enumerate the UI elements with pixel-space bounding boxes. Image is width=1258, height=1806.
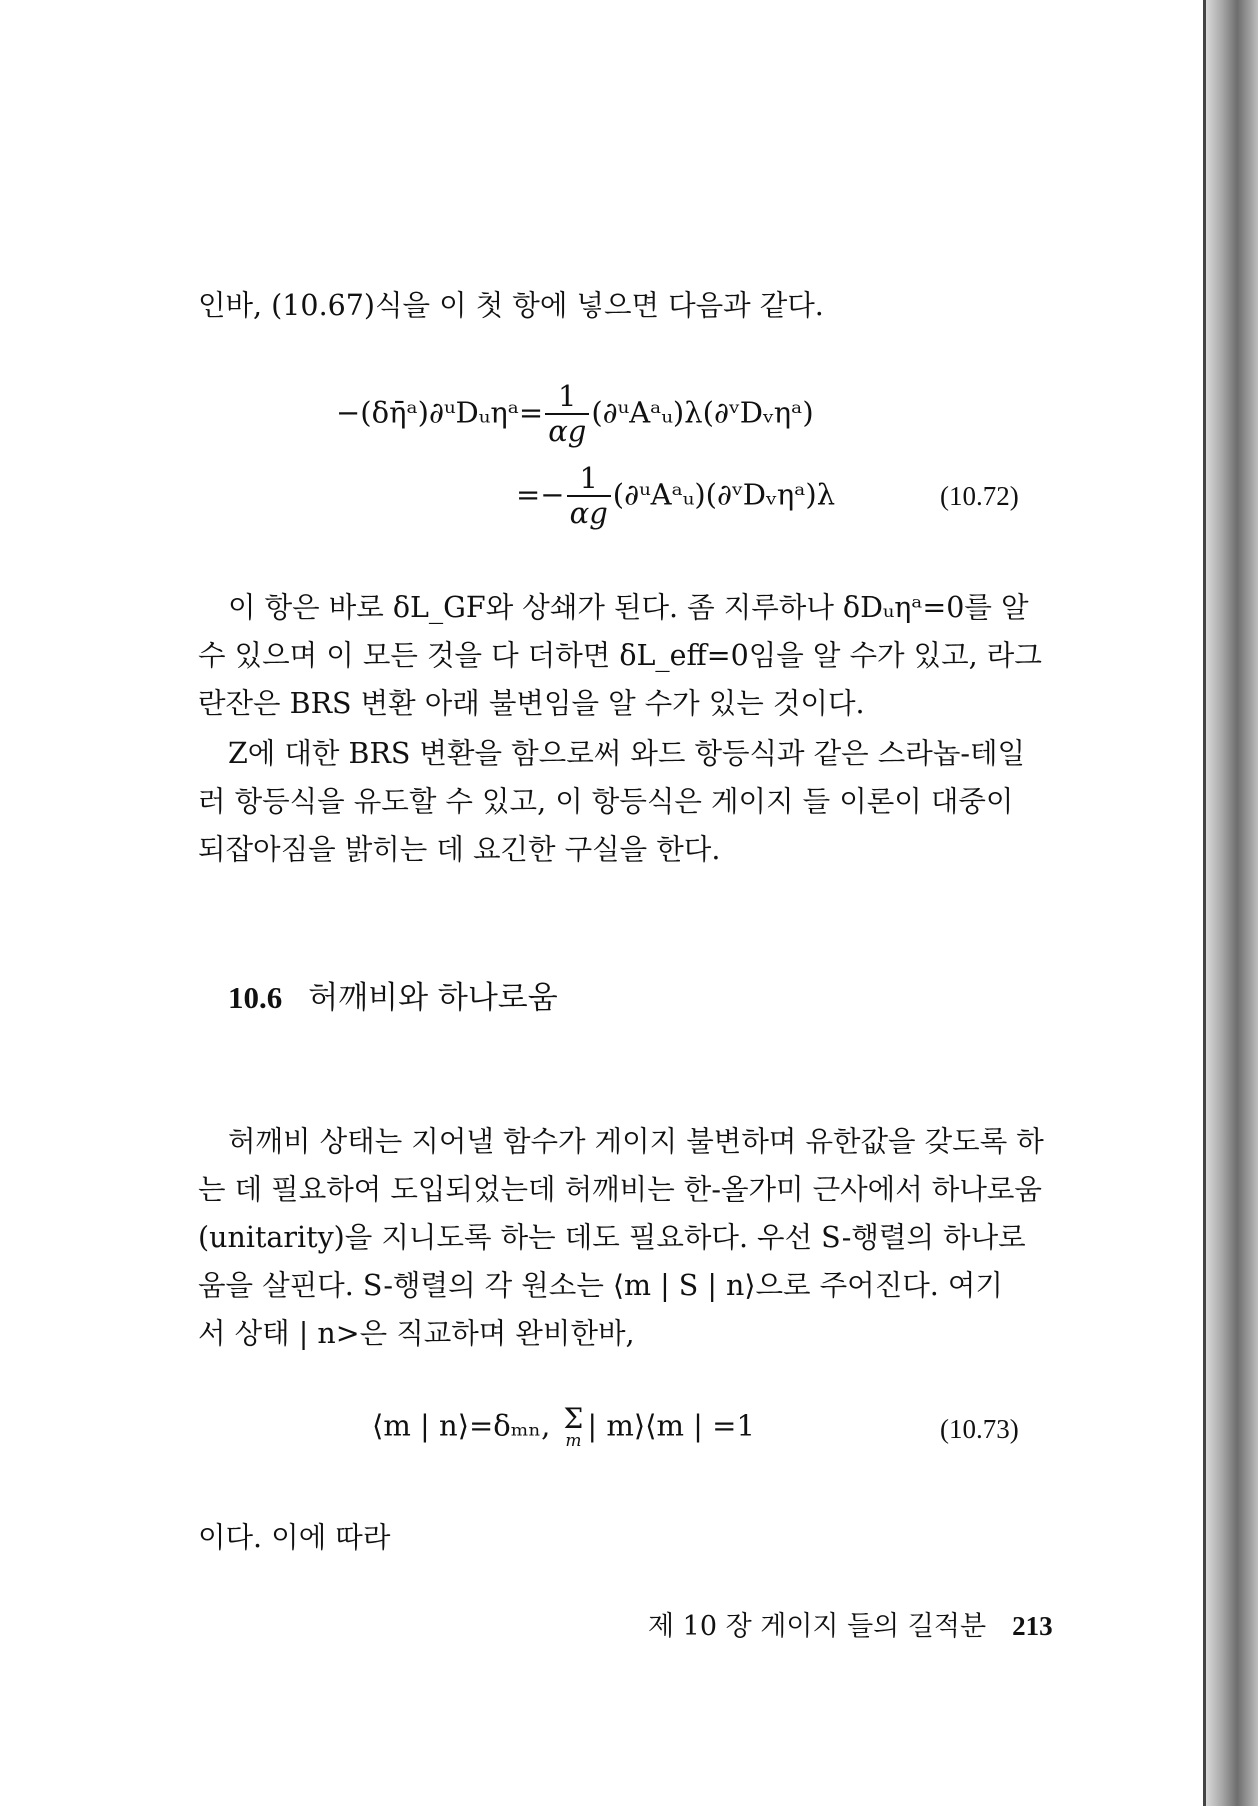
- para2-line: Z에 대한 BRS 변환을 함으로써 와드 항등식과 같은 스라놉-테일: [228, 737, 1026, 770]
- para1-line: 이 항은 바로 δL_GF와 상쇄가 된다. 좀 지루하나 δDᵤηᵃ=0를 알: [228, 591, 1029, 624]
- sum-subscript: m: [565, 1431, 582, 1451]
- eq1-line1-denominator: αg: [548, 414, 587, 449]
- eq1-line2-fraction: [567, 462, 611, 531]
- para3-line: 허깨비 상태는 지어낼 함수가 게이지 불변하며 유한값을 갖도록 하: [228, 1125, 1044, 1158]
- eq1-line1-fraction: [545, 380, 589, 449]
- para2-line: 러 항등식을 유도할 수 있고, 이 항등식은 게이지 들 이론이 대중이: [198, 785, 1014, 818]
- eq1-line1-rhs: (∂ᵘAᵃᵤ)λ(∂ᵛDᵥηᵃ): [591, 395, 814, 430]
- page-edge-shadow: [1206, 0, 1258, 1806]
- eq1-line2-rhs: (∂ᵘAᵃᵤ)(∂ᵛDᵥηᵃ)λ: [612, 477, 836, 512]
- equation-number-10-72: (10.72): [940, 481, 1019, 511]
- paragraph-3: [198, 1118, 1044, 1358]
- equation-number-10-73: (10.73): [940, 1414, 1019, 1444]
- para3-line: (unitarity)을 지니도록 하는 데도 필요하다. 우선 S-행렬의 하나로: [198, 1221, 1026, 1254]
- equation-10-72-line2: [516, 462, 835, 531]
- eq1-line2-denominator: αg: [569, 496, 608, 531]
- intro-text: 인바, (10.67)식을 이 첫 항에 넣으면 다음과 같다.: [198, 289, 824, 322]
- section-heading: [228, 972, 558, 1017]
- para1-line: 수 있으며 이 모든 것을 다 더하면 δL_eff=0임을 알 수가 있고, 라그: [198, 639, 1042, 672]
- equation-10-73: [372, 1402, 755, 1451]
- sum-symbol: Σ: [563, 1402, 584, 1435]
- eq1-line1-numerator: 1: [545, 380, 589, 415]
- para3-line: 서 상태 | n>은 직교하며 완비한바,: [198, 1317, 635, 1350]
- para3-line: 는 데 필요하여 도입되었는데 허깨비는 한-올가미 근사에서 하나로움: [198, 1173, 1042, 1206]
- chapter-title: 제 10 장 게이지 들의 길적분: [648, 1611, 987, 1642]
- page-number: 213: [1012, 1611, 1053, 1641]
- para2-line: 되잡아짐을 밝히는 데 요긴한 구실을 한다.: [198, 833, 721, 866]
- paragraph-1: [198, 584, 1044, 728]
- para1-line: 란잔은 BRS 변환 아래 불변임을 알 수가 있는 것이다.: [198, 687, 865, 720]
- equation-10-72-line1: [336, 380, 814, 449]
- closing-text: 이다. 이에 따라: [198, 1521, 391, 1554]
- running-footer: [648, 1604, 1053, 1643]
- section-number: 10.6: [228, 980, 283, 1015]
- eq1-line2-numerator: 1: [567, 462, 611, 497]
- eq2-lhs: ⟨m | n⟩=δₘₙ,: [372, 1408, 551, 1443]
- intro-line: [198, 282, 1044, 330]
- summation: [563, 1402, 584, 1451]
- eq1-line1-lhs: −(δη̄ᵃ)∂ᵘDᵤηᵃ=: [336, 395, 544, 430]
- paragraph-2: [198, 730, 1044, 874]
- eq2-rhs: | m⟩⟨m | =1: [587, 1408, 755, 1443]
- closing-line: [198, 1514, 1044, 1562]
- section-title: 허깨비와 하나로움: [308, 980, 558, 1016]
- para3-line: 움을 살핀다. S-행렬의 각 원소는 ⟨m | S | n⟩으로 주어진다. 여기: [198, 1269, 1003, 1302]
- eq1-line2-lhs: =−: [516, 477, 565, 512]
